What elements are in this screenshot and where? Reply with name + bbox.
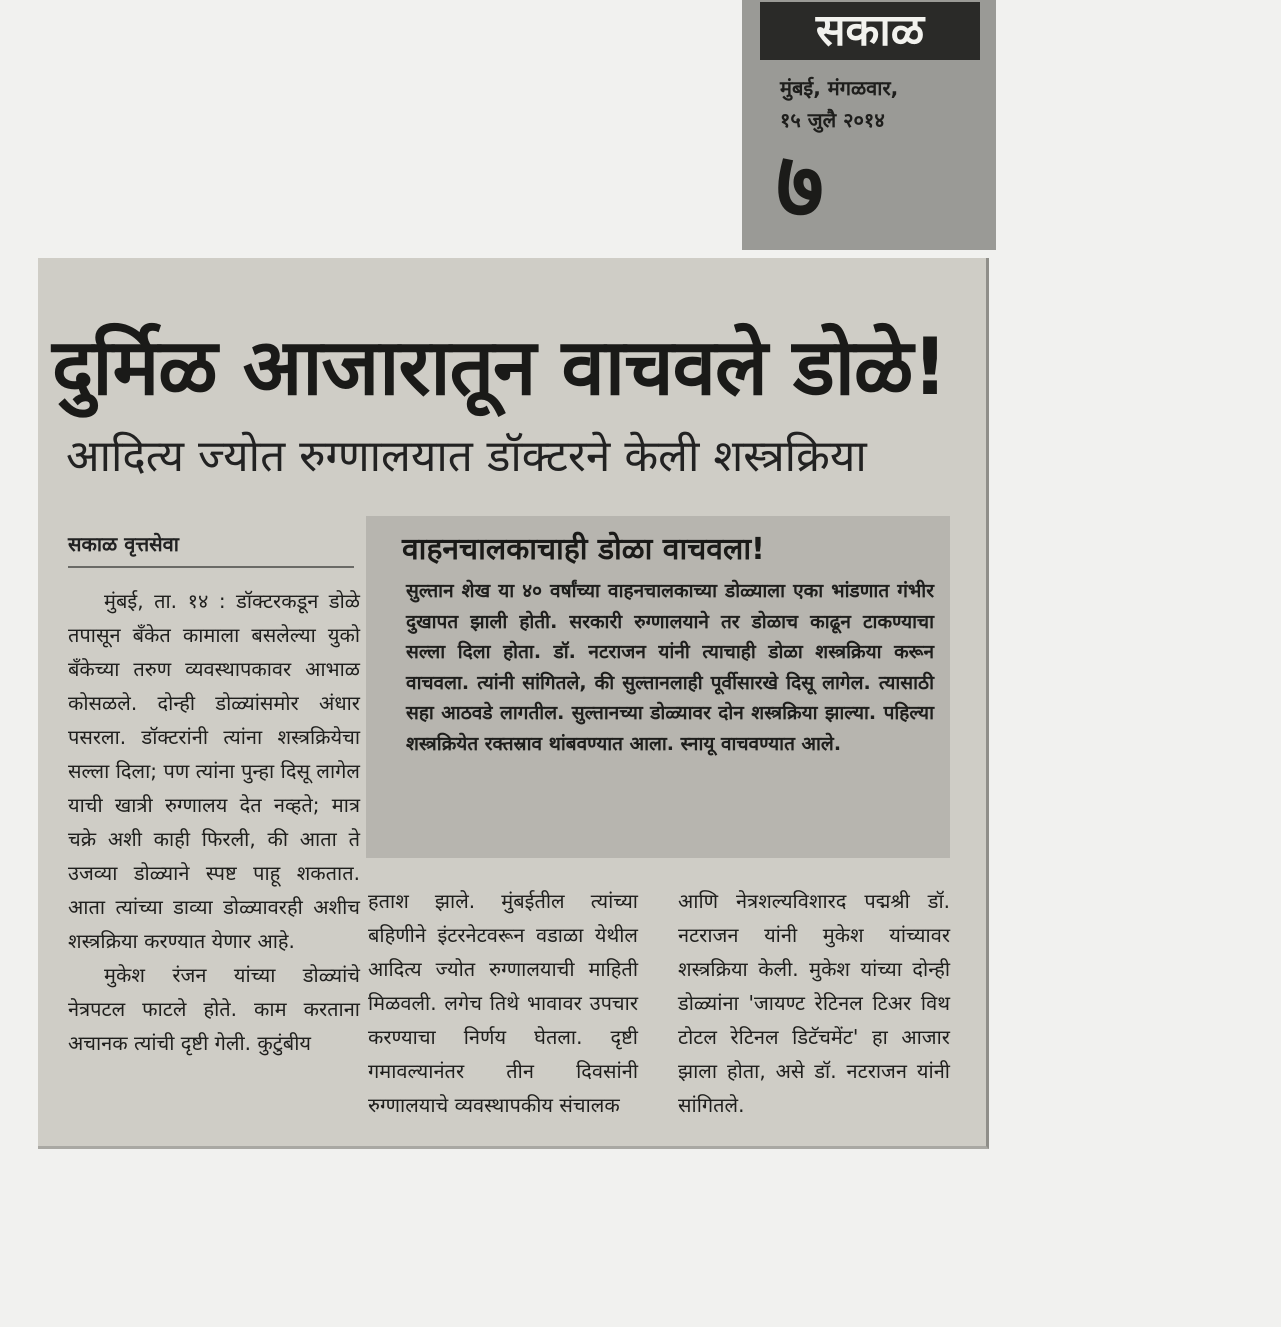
column-1-paragraph-1: मुंबई, ता. १४ : डॉक्टरकडून डोळे तपासून बॅंकेत कामाला बसलेल्या युको बॅंकेच्या तरुण व्यवस्थापकावर आभाळ कोसळले. दोन्ही डोळ्यांसमोर अंधार पसरला. डॉक्टरांनी त्यांना शस्त्रक्रियेचा सल्ला दिला; पण त्यांना पुन्हा दिसू लागेल याची खात्री रुग्णालय देत नव्हते; मात्र चक्रे अशी काही फिरली, की आता ते उजव्या डोळ्याने स्पष्ट पाहू शकतात. आता त्यांच्या डाव्या डोळ्यावरही अशीच शस्त्रक्रिया करण्यात येणार आहे.: [68, 589, 360, 953]
sidebar-box: [366, 516, 950, 858]
article-column-1: [68, 584, 360, 1060]
sidebar-box-title: वाहनचालकाचाही डोळा वाचवला!: [402, 532, 765, 567]
page-number: ७: [776, 132, 824, 239]
newspaper-masthead: [742, 0, 996, 250]
article-headline: दुर्मिळ आजारातून वाचवले डोळे!: [52, 323, 947, 413]
issue-date-line-2: १५ जुलै २०१४: [780, 108, 885, 132]
article-subheadline: आदित्य ज्योत रुग्णालयात डॉक्टरने केली शस्त्रक्रिया: [66, 431, 867, 482]
issue-date: [780, 72, 980, 136]
article-column-2: [368, 884, 638, 1122]
article-byline: सकाळ वृत्तसेवा: [68, 532, 179, 556]
issue-date-line-1: मुंबई, मंगळवार,: [780, 76, 899, 100]
sidebar-box-body: सुल्तान शेख या ४० वर्षांच्या वाहनचालकाच्या डोळ्याला एका भांडणात गंभीर दुखापत झाली होती. सरकारी रुग्णालयाने तर डोळाच काढून टाकण्याचा सल्ला दिला होता. डॉ. नटराजन यांनी त्याचाही डोळा शस्त्रक्रिया करून वाचवला. त्यांनी सांगितले, की सुल्तानलाही पूर्वीसारखे दिसू लागेल. त्यासाठी सहा आठवडे लागतील. सुल्तानच्या डोळ्यावर दोन शस्त्रक्रिया झाल्या. पहिल्या शस्त्रक्रियेत रक्तस्राव थांबवण्यात आला. स्नायू वाचवण्यात आले.: [406, 580, 934, 755]
byline-divider: [68, 566, 354, 568]
column-1-paragraph-2: मुकेश रंजन यांच्या डोळ्यांचे नेत्रपटल फाटले होते. काम करताना अचानक त्यांची दृष्टी गेली. कुटुंबीय: [68, 963, 360, 1055]
column-3-text: आणि नेत्रशल्यविशारद पद्मश्री डॉ. नटराजन यांनी मुकेश यांच्यावर शस्त्रक्रिया केली. मुकेश यांच्या दोन्ही डोळ्यांना 'जायण्ट रेटिनल टिअर विथ टोटल रेटिनल डिटॅचमेंट' हा आजार झाला होता, असे डॉ. नटराजन यांनी सांगितले.: [678, 889, 950, 1117]
newspaper-logo: सकाळ: [760, 2, 980, 60]
column-2-text: हताश झाले. मुंबईतील त्यांच्या बहिणीने इंटरनेटवरून वडाळा येथील आदित्य ज्योत रुग्णालयाची माहिती मिळवली. लगेच तिथे भावावर उपचार करण्याचा निर्णय घेतला. दृष्टी गमावल्यानंतर तीन दिवसांनी रुग्णालयाचे व्यवस्थापकीय संचालक: [368, 889, 638, 1117]
article-column-3: [678, 884, 950, 1122]
news-article-clipping: [38, 258, 989, 1149]
